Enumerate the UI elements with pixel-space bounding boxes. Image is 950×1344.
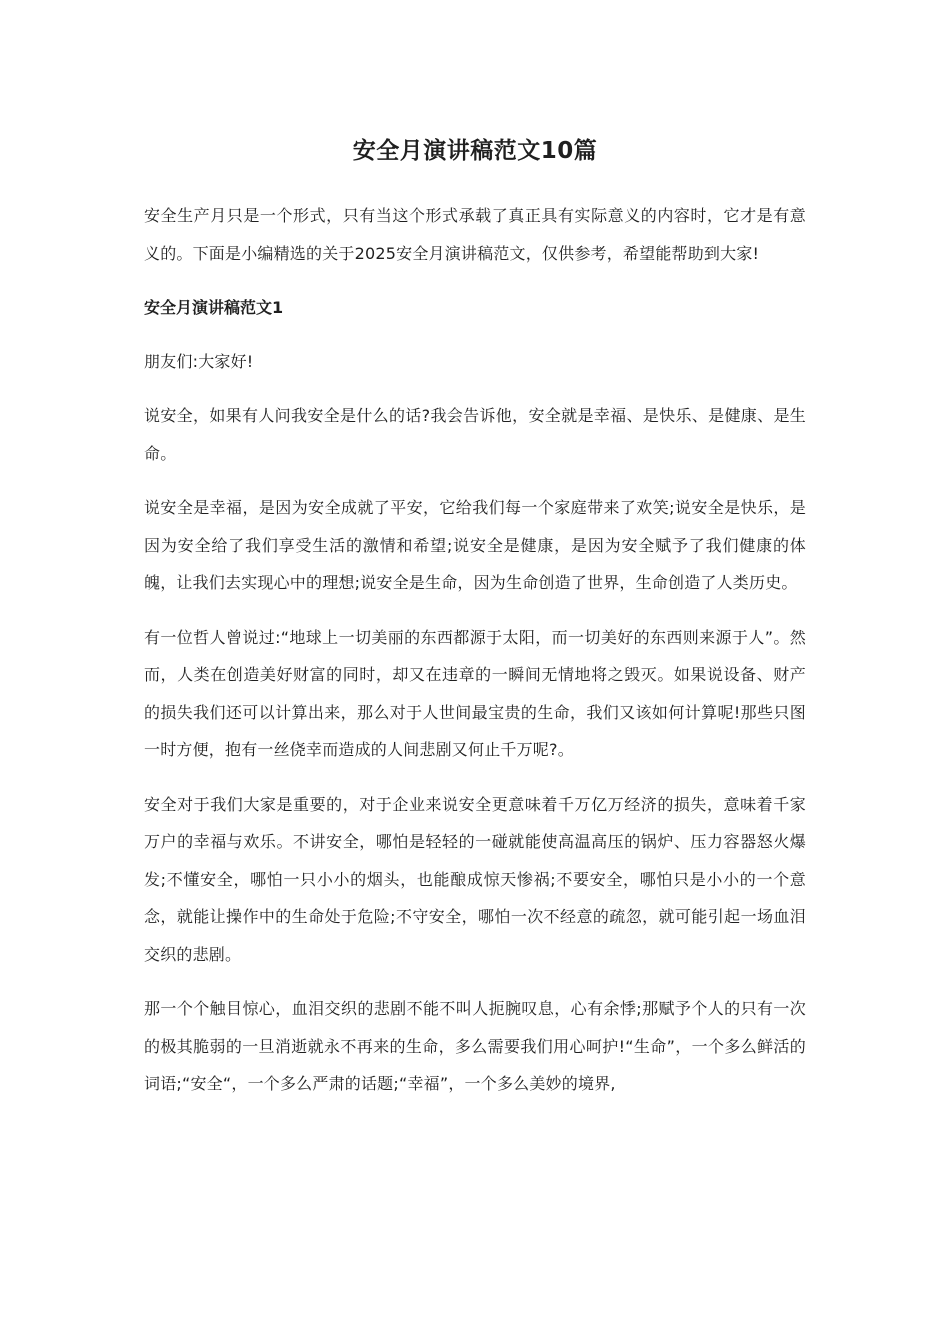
section-heading: 安全月演讲稿范文1 <box>144 298 284 317</box>
body-paragraph: 那一个个触目惊心，血泪交织的悲剧不能不叫人扼腕叹息，心有余悸;那赋予个人的只有一次的极其脆弱的一旦消逝就永不再来的生命，多么需要我们用心呵护!“生命”，一个多么鲜活的词语;“安全“，一个多么严肃的话题;“幸福”，一个多么美妙的境界, <box>144 999 806 1093</box>
document-title: 安全月演讲稿范文10篇 <box>352 138 598 164</box>
body-paragraph: 安全对于我们大家是重要的，对于企业来说安全更意味着千万亿万经济的损失，意味着千家万户的幸福与欢乐。不讲安全，哪怕是轻轻的一碰就能使高温高压的锅炉、压力容器怒火爆发;不懂安全，哪怕一只小小的烟头，也能酿成惊天惨祸;不要安全，哪怕只是小小的一个意念，就能让操作中的生命处于危险;不守安全，哪怕一次不经意的疏忽，就可能引起一场血泪交织的悲剧。 <box>144 794 806 964</box>
document-body <box>144 197 806 1103</box>
intro-paragraph: 安全生产月只是一个形式，只有当这个形式承载了真正具有实际意义的内容时，它才是有意义的。下面是小编精选的关于2025安全月演讲稿范文，仅供参考，希望能帮助到大家! <box>144 206 806 263</box>
body-paragraph: 说安全是幸福，是因为安全成就了平安，它给我们每一个家庭带来了欢笑;说安全是快乐，是因为安全给了我们享受生活的激情和希望;说安全是健康，是因为安全赋予了我们健康的体魄，让我们去实现心中的理想;说安全是生命，因为生命创造了世界，生命创造了人类历史。 <box>144 498 806 592</box>
body-paragraph-greeting: 朋友们:大家好! <box>144 351 254 371</box>
body-paragraph: 说安全，如果有人问我安全是什么的话?我会告诉他，安全就是幸福、是快乐、是健康、是生命。 <box>144 406 806 463</box>
body-paragraph: 有一位哲人曾说过:“地球上一切美丽的东西都源于太阳，而一切美好的东西则来源于人”。然而，人类在创造美好财富的同时，却又在违章的一瞬间无情地将之毁灭。如果说设备、财产的损失我们还可以计算出来，那么对于人世间最宝贵的生命，我们又该如何计算呢!那些只图一时方便，抱有一丝侥幸而造成的人间悲剧又何止千万呢?。 <box>144 627 806 759</box>
